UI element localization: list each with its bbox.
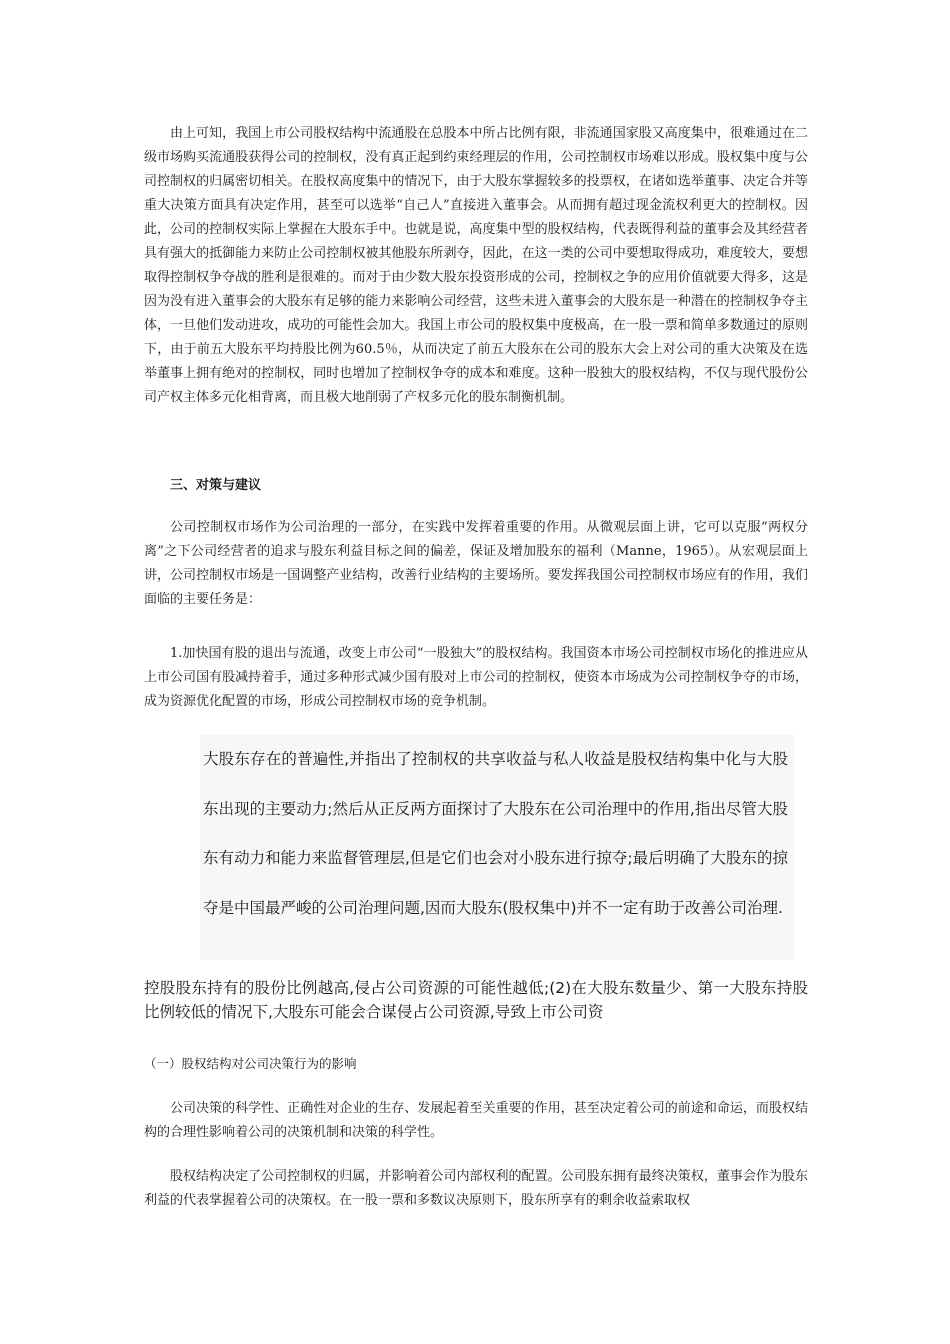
paragraph-decision-science: 公司决策的科学性、正确性对企业的生存、发展起着至关重要的作用，甚至决定着公司的前途和命运，而股权结构的合理性影响着公司的决策机制和决策的科学性。 [144, 1101, 808, 1140]
paragraph-control-allocation: 股权结构决定了公司控制权的归属，并影响着公司内部权利的配置。公司股东拥有最终决策权，董事会作为股东利益的代表掌握着公司的决策权。在一股一票和多数议决原则下，股东所享有的剩余收益索取权 [144, 1169, 808, 1208]
paragraph-shareholder-tunneling: 控股股东持有的股份比例越高,侵占公司资源的可能性越低;(2)在大股东数量少、第一大股东持股比例较低的情况下,大股东可能会合谋侵占公司资源,导致上市公司资 [144, 979, 808, 1021]
subheading-ownership-decision: （一）股权结构对公司决策行为的影响 [144, 1056, 357, 1071]
section-heading-countermeasures: 三、对策与建议 [170, 478, 262, 493]
quote-text: 大股东存在的普遍性,并指出了控制权的共享收益与私人收益是股权结构集中化与大股东出现的主要动力;然后从正反两方面探讨了大股东在公司治理中的作用,指出尽管大股东有动力和能力来监督管理层,但是它们也会对小股东进行掠夺;最后明确了大股东的掠夺是中国最严峻的公司治理问题,因而大股东(股权集中)并不一定有助于改善公司治理. [203, 750, 788, 917]
paragraph-state-share-reduction: 1.加快国有股的退出与流通，改变上市公司“一股独大”的股权结构。我国资本市场公司控制权市场化的推进应从上市公司国有股减持着手，通过多种形式减少国有股对上市公司的控制权，使资本市场成为公司控制权争夺的市场，成为资源优化配置的市场，形成公司控制权市场的竞争机制。 [144, 646, 808, 709]
quote-block [200, 735, 794, 960]
paragraph-control-market-analysis: 由上可知，我国上市公司股权结构中流通股在总股本中所占比例有限，非流通国家股又高度集中，很难通过在二级市场购买流通股获得公司的控制权，没有真正起到约束经理层的作用，公司控制权市场难以形成。股权集中度与公司控制权的归属密切相关。在股权高度集中的情况下，由于大股东掌握较多的投票权，在诸如选举董事、决定合并等重大决策方面具有决定作用，甚至可以选举“自己人”直接进入董事会。从而拥有超过现金流权利更大的控制权。因此，公司的控制权实际上掌握在大股东手中。也就是说，高度集中型的股权结构，代表既得利益的董事会及其经营者具有强大的抵御能力来防止公司控制权被其他股东所剥夺，因此，在这一类的公司中要想取得成功，难度较大，要想取得控制权争夺战的胜利是很难的。而对于由少数大股东投资形成的公司，控制权之争的应用价值就要大得多，这是因为没有进入董事会的大股东有足够的能力来影响公司经营，这些未进入董事会的大股东是一种潜在的控制权争夺主体，一旦他们发动进攻，成功的可能性会加大。我国上市公司的股权集中度极高，在一股一票和简单多数通过的原则下，由于前五大股东平均持股比例为60.5％，从而决定了前五大股东在公司的股东大会上对公司的重大决策及在选举董事上拥有绝对的控制权，同时也增加了控制权争夺的成本和难度。这种一股独大的股权结构，不仅与现代股份公司产权主体多元化相背离，而且极大地削弱了产权多元化的股东制衡机制。 [144, 126, 808, 405]
paragraph-control-market-role: 公司控制权市场作为公司治理的一部分，在实践中发挥着重要的作用。从微观层面上讲，它可以克服“两权分离”之下公司经营者的追求与股东利益目标之间的偏差，保证及增加股东的福利（Manne，1965）。从宏观层面上讲，公司控制权市场是一国调整产业结构，改善行业结构的主要场所。要发挥我国公司控制权市场应有的作用，我们面临的主要任务是： [144, 520, 808, 607]
